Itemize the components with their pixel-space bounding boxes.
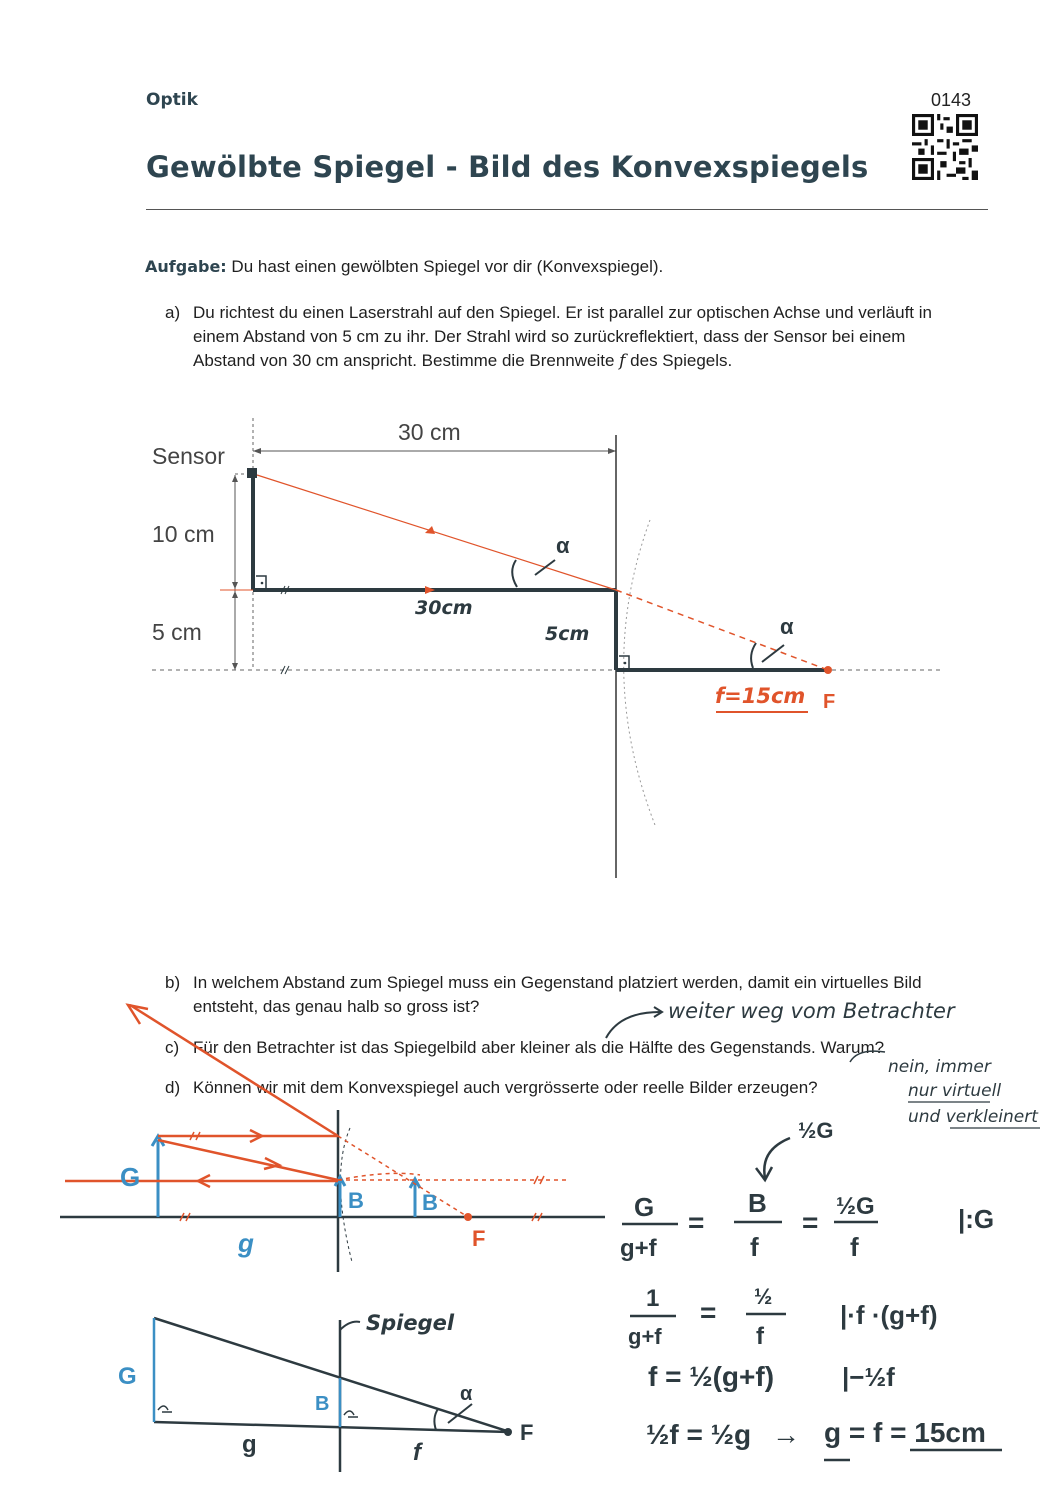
object-label-G: G xyxy=(120,1162,141,1192)
image-label-B1: B xyxy=(348,1188,364,1213)
handwritten-5cm: 5cm xyxy=(545,623,590,645)
eq3-expression: f = ½(g+f) xyxy=(648,1361,775,1392)
focus-label-a: F xyxy=(823,691,836,713)
triangle-label-G: G xyxy=(118,1363,137,1390)
eq1-mid-den: f xyxy=(750,1232,759,1262)
answer-c: weiter weg vom Betrachter xyxy=(668,999,955,1023)
figure-a-diagram xyxy=(140,400,960,890)
document-number: 0143 xyxy=(931,90,972,110)
task-intro xyxy=(145,257,663,277)
question-d-text: Können wir mit dem Konvexspiegel auch vergrösserte oder reelle Bilder erzeugen? xyxy=(193,1078,818,1097)
header-divider xyxy=(146,209,988,210)
figure-c-diagram xyxy=(110,1300,560,1490)
eq1-mid-num: B xyxy=(748,1188,767,1218)
triangle-label-B: B xyxy=(315,1393,330,1415)
triangle-label-f: f xyxy=(413,1439,421,1466)
eq1-lhs-num: G xyxy=(634,1192,655,1222)
alpha-label-1: α xyxy=(556,533,570,558)
eq4-result: g = f = 15cm xyxy=(824,1417,986,1448)
focus-label-b: F xyxy=(472,1226,486,1251)
figure-b-diagram xyxy=(60,1000,610,1280)
eq1-rhs-den: f xyxy=(850,1232,859,1262)
question-c-label: c) xyxy=(165,1038,180,1057)
question-a xyxy=(165,301,965,376)
qr-code-icon xyxy=(912,114,978,180)
question-a-label: a) xyxy=(165,303,181,322)
half-G-note: ½G xyxy=(798,1118,834,1143)
eq1-operation: |:G xyxy=(958,1204,995,1234)
dimension-5cm: 5 cm xyxy=(152,619,202,645)
equation-derivation xyxy=(610,1100,1050,1480)
eq2-operation: |·f ·(g+f) xyxy=(840,1300,938,1330)
question-a-text: Du richtest du einen Laserstrahl auf den Spiegel. Er ist parallel zur optischen Achse und verläuft in einem Abstand von 5 cm zu ihr. Der Strahl wird so zurückreflektiert, dass der Sensor bei einem Abstand von 30 cm anspricht. Bestimme die Brennweite f des Spiegels. xyxy=(193,303,932,371)
eq2-lhs-den: g+f xyxy=(628,1324,662,1349)
eq2-rhs-den: f xyxy=(756,1323,764,1350)
eq2-eq: = xyxy=(700,1297,717,1328)
dimension-30cm: 30 cm xyxy=(398,419,461,445)
eq1-eq1: = xyxy=(688,1207,705,1238)
eq2-lhs-num: 1 xyxy=(646,1285,660,1312)
eq1-eq2: = xyxy=(802,1207,819,1238)
task-text: Du hast einen gewölbten Spiegel vor dir (Konvexspiegel). xyxy=(226,257,664,276)
answer-d-line2: nur virtuell xyxy=(908,1081,1002,1101)
focal-symbol: f xyxy=(619,351,626,371)
mirror-label: Spiegel xyxy=(366,1311,455,1335)
image-label-B2: B xyxy=(422,1190,438,1215)
sensor-label: Sensor xyxy=(152,443,225,469)
object-distance-g: g xyxy=(238,1228,254,1258)
eq4-lhs: ½f = ½g xyxy=(646,1419,752,1450)
answer-d-line3: und verkleinert xyxy=(908,1107,1038,1127)
triangle-label-F: F xyxy=(520,1420,534,1445)
task-label: Aufgabe: xyxy=(145,257,227,276)
subject-label: Optik xyxy=(146,90,198,110)
answer-d-line1: nein, immer xyxy=(888,1057,991,1077)
eq3-operation: |−½f xyxy=(842,1362,895,1392)
page-title: Gewölbte Spiegel - Bild des Konvexspiegels xyxy=(146,150,869,184)
eq1-lhs-den: g+f xyxy=(620,1235,657,1262)
handwritten-30cm: 30cm xyxy=(415,597,473,619)
eq4-arrow: → xyxy=(772,1419,800,1450)
question-b-label: b) xyxy=(165,973,181,992)
question-d-label: d) xyxy=(165,1078,181,1097)
focal-length-result: f=15cm xyxy=(715,684,806,708)
eq1-rhs-num: ½G xyxy=(836,1193,875,1220)
question-b-text: In welchem Abstand zum Spiegel muss ein Gegenstand platziert werden, damit ein virtuelles Bild entsteht, das genau halb so gross ist? xyxy=(193,973,922,1016)
triangle-label-g: g xyxy=(242,1431,257,1458)
eq2-rhs-num: ½ xyxy=(754,1284,773,1309)
triangle-alpha: α xyxy=(460,1383,473,1405)
question-c-text: Für den Betrachter ist das Spiegelbild aber kleiner als die Hälfte des Gegenstands. Warum? xyxy=(193,1038,885,1057)
dimension-10cm: 10 cm xyxy=(152,521,215,547)
alpha-label-2: α xyxy=(780,614,794,639)
